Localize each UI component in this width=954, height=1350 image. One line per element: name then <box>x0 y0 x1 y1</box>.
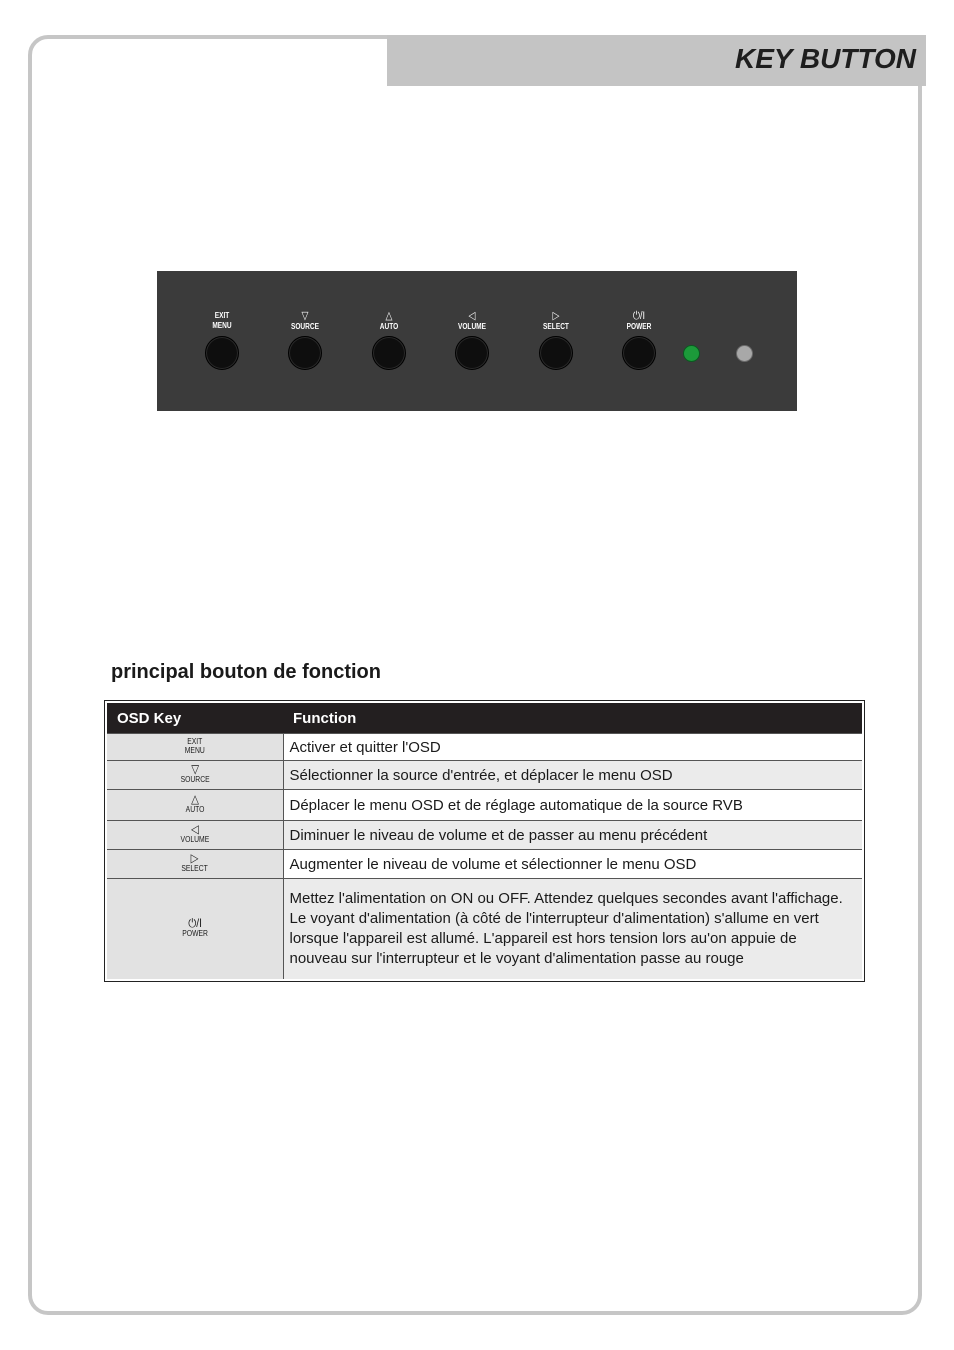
source-button[interactable] <box>288 336 322 370</box>
key-cell-label: SOURCE <box>180 775 210 784</box>
power-led-green <box>683 345 700 362</box>
triangle-up-icon: △ <box>385 310 393 322</box>
key-volume <box>432 271 512 411</box>
osd-table <box>107 703 862 979</box>
key-auto <box>349 271 429 411</box>
table-row <box>107 821 862 850</box>
volume-button[interactable] <box>455 336 489 370</box>
triangle-down-icon: ▽ <box>190 762 199 776</box>
function-cell <box>283 879 862 980</box>
key-label-line2: VOLUME <box>457 322 487 331</box>
function-cell: Augmenter le niveau de volume et sélectionner le menu OSD <box>283 850 862 879</box>
auto-key-icon <box>185 794 204 814</box>
function-line: nouveau sur l'interrupteur et le voyant d'alimentation passe au rouge <box>289 950 744 967</box>
function-cell: Sélectionner la source d'entrée, et déplacer le menu OSD <box>283 761 862 790</box>
header-bar <box>387 35 926 86</box>
function-cell: Activer et quitter l'OSD <box>283 734 862 761</box>
source-key-icon <box>180 764 209 784</box>
function-cell: Diminuer le niveau de volume et de passer au menu précédent <box>283 821 862 850</box>
function-line: lorsque l'appareil est allumé. L'appareil est hors tension lors au'on appuie de <box>289 930 797 947</box>
table-row <box>107 879 862 980</box>
key-cell <box>107 850 283 879</box>
auto-button[interactable] <box>372 336 406 370</box>
key-label <box>523 311 589 332</box>
key-cell-line1: EXIT <box>187 737 203 746</box>
key-label-line2: SOURCE <box>290 322 320 331</box>
select-button[interactable] <box>539 336 573 370</box>
table-row <box>107 790 862 821</box>
volume-key-icon <box>180 824 209 844</box>
exit-menu-button[interactable] <box>205 336 239 370</box>
key-label-line2: POWER <box>626 322 652 331</box>
power-icon: ⏻/I <box>632 310 646 322</box>
key-cell-line2: MENU <box>184 746 205 755</box>
triangle-left-icon: ◁ <box>190 822 199 836</box>
table-row <box>107 850 862 879</box>
key-exit-menu <box>182 271 262 411</box>
table-row <box>107 734 862 761</box>
key-select <box>516 271 596 411</box>
key-label-line1: EXIT <box>214 311 230 320</box>
key-cell <box>107 879 283 980</box>
key-label <box>439 311 505 332</box>
header-osd-key: OSD Key <box>107 703 283 734</box>
triangle-down-icon: ▽ <box>301 310 309 322</box>
table-header-row <box>107 703 862 734</box>
triangle-up-icon: △ <box>190 792 199 806</box>
key-label-line2: SELECT <box>543 322 569 331</box>
power-key-icon <box>182 918 208 938</box>
standby-led <box>736 345 753 362</box>
key-label <box>189 311 255 331</box>
key-label-line2: MENU <box>212 321 232 330</box>
key-cell-label: SELECT <box>181 864 208 873</box>
power-icon: ⏻/I <box>187 916 202 930</box>
key-cell-label: VOLUME <box>180 835 210 844</box>
page-title: KEY BUTTON <box>735 43 916 74</box>
key-cell <box>107 734 283 761</box>
key-power <box>599 271 679 411</box>
key-label <box>356 311 422 332</box>
key-label <box>606 311 672 332</box>
key-label <box>272 311 338 332</box>
function-cell: Déplacer le menu OSD et de réglage automatique de la source RVB <box>283 790 862 821</box>
triangle-right-icon: ▷ <box>190 851 199 865</box>
control-panel <box>157 271 797 411</box>
key-cell <box>107 790 283 821</box>
key-cell-label: AUTO <box>185 805 205 814</box>
key-cell <box>107 761 283 790</box>
select-key-icon <box>182 853 208 873</box>
table-row <box>107 761 862 790</box>
key-cell <box>107 821 283 850</box>
exit-menu-key-icon <box>185 737 205 755</box>
osd-key-table <box>104 700 865 982</box>
key-source <box>265 271 345 411</box>
key-cell-label: POWER <box>181 929 208 938</box>
function-line: Le voyant d'alimentation (à côté de l'interrupteur d'alimentation) s'allume en vert <box>289 910 819 927</box>
header-function: Function <box>283 703 862 734</box>
section-heading: principal bouton de fonction <box>111 661 381 683</box>
power-button[interactable] <box>622 336 656 370</box>
triangle-left-icon: ◁ <box>468 310 476 322</box>
function-line: Mettez l'alimentation on ON ou OFF. Attendez quelques secondes avant l'affichage. <box>289 890 843 907</box>
key-label-line2: AUTO <box>379 322 399 331</box>
triangle-right-icon: ▷ <box>552 310 560 322</box>
